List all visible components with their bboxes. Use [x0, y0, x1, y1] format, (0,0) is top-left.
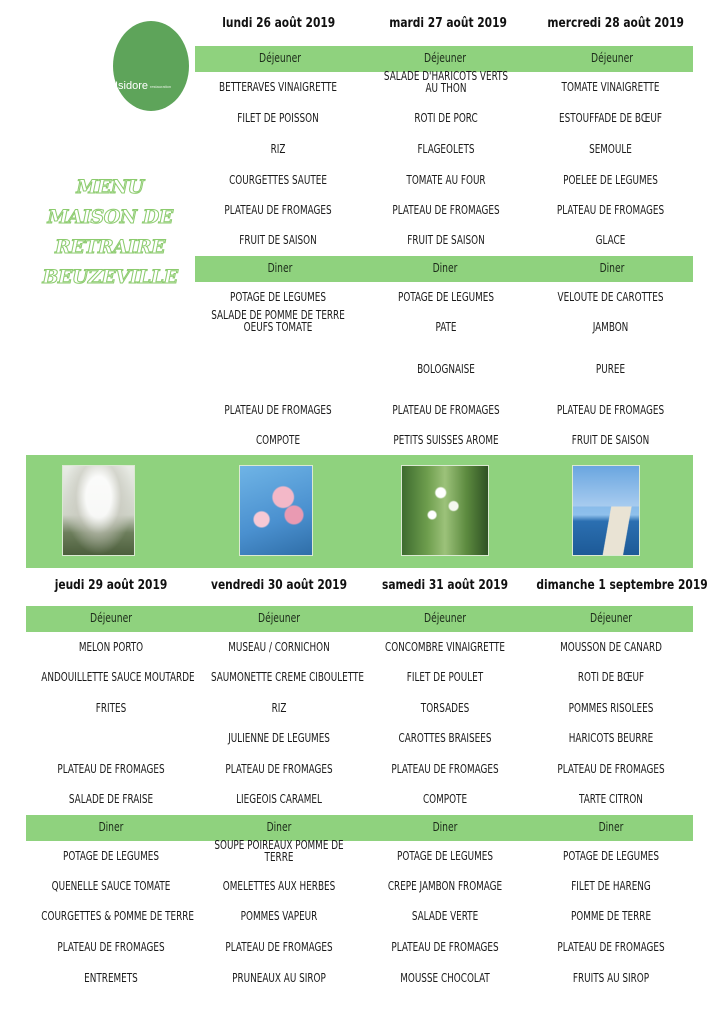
menu-item: HARICOTS BEURRE: [568, 731, 654, 745]
menu-item: QUENELLE SAUCE TOMATE: [51, 879, 171, 893]
menu-item: PATE: [435, 320, 457, 334]
meal-label: Déjeuner: [591, 51, 633, 65]
logo-name: Isidore: [115, 80, 149, 92]
title-line-2: RETRAIRE: [54, 236, 166, 258]
meal-label: Déjeuner: [258, 611, 300, 625]
menu-item: FILET DE HARENG: [571, 879, 651, 893]
menu-item: POTAGE DE LEGUMES: [397, 290, 495, 304]
menu-item: OMELETTES AUX HERBES: [222, 879, 336, 893]
day-header: dimanche 1 septembre 2019: [536, 578, 708, 593]
menu-item: POTAGE DE LEGUMES: [562, 849, 660, 863]
menu-item: PLATEAU DE FROMAGES: [392, 403, 500, 417]
menu-item: SOUPE POIREAUX POMME DE TERRE: [214, 838, 344, 864]
menu-item: PLATEAU DE FROMAGES: [224, 403, 332, 417]
menu-item: PLATEAU DE FROMAGES: [391, 940, 499, 954]
menu-item: CREPE JAMBON FROMAGE: [387, 879, 503, 893]
menu-item: TORSADES: [420, 701, 470, 715]
diner-band: [26, 815, 693, 841]
meal-label: Déjeuner: [424, 611, 466, 625]
menu-item: BOLOGNAISE: [417, 362, 475, 376]
dejeuner-band: [26, 606, 693, 632]
menu-item: ESTOUFFADE DE BŒUF: [559, 111, 662, 125]
menu-item: CONCOMBRE VINAIGRETTE: [385, 640, 505, 654]
page-title: [30, 172, 190, 292]
meal-label: Diner: [266, 820, 292, 834]
menu-item: TOMATE AU FOUR: [406, 173, 486, 187]
menu-item: PLATEAU DE FROMAGES: [225, 762, 333, 776]
day-header: samedi 31 août 2019: [381, 578, 508, 593]
menu-item: PUREE: [595, 362, 626, 376]
menu-item: VELOUTE DE CAROTTES: [557, 290, 664, 304]
menu-item: JULIENNE DE LEGUMES: [228, 731, 330, 745]
menu-item: SEMOULE: [589, 142, 632, 156]
menu-item: POTAGE DE LEGUMES: [62, 849, 160, 863]
menu-item: SALADE DE POMME DE TERRE OEUFS TOMATE: [211, 308, 345, 334]
menu-item: PLATEAU DE FROMAGES: [556, 203, 665, 217]
menu-item: POELEE DE LEGUMES: [563, 173, 658, 187]
day-header: mercredi 28 août 2019: [547, 16, 684, 31]
menu-item: POTAGE DE LEGUMES: [229, 290, 327, 304]
menu-item: PLATEAU DE FROMAGES: [556, 403, 665, 417]
logo: [113, 21, 189, 111]
menu-item: GLACE: [595, 233, 626, 247]
menu-item: MUSEAU / CORNICHON: [228, 640, 330, 654]
menu-item: ROTI DE BŒUF: [577, 670, 645, 684]
meal-label: Déjeuner: [590, 611, 632, 625]
lily-image: [401, 465, 489, 556]
logo-tagline: restauration: [150, 84, 172, 89]
menu-item: PLATEAU DE FROMAGES: [225, 940, 333, 954]
menu-item: COMPOTE: [422, 792, 468, 806]
menu-item: SAUMONETTE CREME CIBOULETTE: [210, 670, 365, 684]
meal-label: Diner: [598, 820, 624, 834]
menu-item: PLATEAU DE FROMAGES: [392, 203, 500, 217]
menu-item: CAROTTES BRAISEES: [398, 731, 492, 745]
menu-item: TARTE CITRON: [579, 792, 643, 806]
menu-item: SALADE DE FRAISE: [68, 792, 154, 806]
menu-item: FILET DE POULET: [406, 670, 484, 684]
menu-item: FRUIT DE SAISON: [571, 433, 650, 447]
menu-item: ENTREMETS: [84, 971, 138, 985]
menu-item: MOUSSE CHOCOLAT: [400, 971, 490, 985]
menu-item: RIZ: [271, 701, 287, 715]
menu-item: FLAGEOLETS: [417, 142, 475, 156]
menu-item: MOUSSON DE CANARD: [560, 640, 662, 654]
menu-item: PLATEAU DE FROMAGES: [557, 940, 665, 954]
menu-item: PLATEAU DE FROMAGES: [57, 762, 165, 776]
day-header: lundi 26 août 2019: [222, 16, 336, 31]
menu-item: POMMES RISOLEES: [568, 701, 654, 715]
tree-image: [62, 465, 135, 556]
blossom-image: [239, 465, 313, 556]
menu-item: FRUIT DE SAISON: [239, 233, 317, 247]
menu-item: PRUNEAUX AU SIROP: [232, 971, 326, 985]
menu-item: FRUITS AU SIROP: [572, 971, 650, 985]
menu-item: SALADE VERTE: [411, 909, 479, 923]
menu-item: LIEGEOIS CARAMEL: [236, 792, 322, 806]
diner-band: [195, 256, 693, 282]
menu-item: ANDOUILLETTE SAUCE MOUTARDE: [41, 670, 195, 684]
meal-label: Déjeuner: [259, 51, 301, 65]
title-line-1: MENU MAISON DE: [47, 176, 173, 228]
menu-item: COMPOTE: [255, 433, 301, 447]
menu-item: SALADE D'HARICOTS VERTS AU THON: [383, 69, 509, 95]
menu-item: POMME DE TERRE: [570, 909, 652, 923]
meal-label: Déjeuner: [90, 611, 132, 625]
meal-label: Diner: [267, 261, 293, 275]
meal-label: Déjeuner: [424, 51, 466, 65]
day-header: mardi 27 août 2019: [389, 16, 507, 31]
day-header: vendredi 30 août 2019: [210, 578, 348, 593]
meal-label: Diner: [432, 820, 458, 834]
menu-item: FRUIT DE SAISON: [407, 233, 485, 247]
menu-item: FRITES: [95, 701, 127, 715]
cliff-image: [572, 465, 640, 556]
menu-item: PLATEAU DE FROMAGES: [391, 762, 499, 776]
day-header: jeudi 29 août 2019: [54, 578, 168, 593]
menu-item: RIZ: [270, 142, 286, 156]
menu-item: ROTI DE PORC: [414, 111, 478, 125]
menu-item: BETTERAVES VINAIGRETTE: [219, 80, 337, 94]
menu-item: POMMES VAPEUR: [240, 909, 318, 923]
meal-label: Diner: [599, 261, 625, 275]
menu-item: PLATEAU DE FROMAGES: [57, 940, 165, 954]
menu-item: COURGETTES SAUTEE: [229, 173, 327, 187]
menu-item: PLATEAU DE FROMAGES: [557, 762, 665, 776]
menu-item: FILET DE POISSON: [237, 111, 319, 125]
menu-item: PETITS SUISSES AROME: [393, 433, 499, 447]
menu-item: TOMATE VINAIGRETTE: [561, 80, 660, 94]
menu-item: JAMBON: [592, 320, 629, 334]
meal-label: Diner: [98, 820, 124, 834]
menu-item: PLATEAU DE FROMAGES: [224, 203, 332, 217]
menu-item: MELON PORTO: [78, 640, 144, 654]
meal-label: Diner: [432, 261, 458, 275]
title-line-3: BEUZEVILLE: [42, 266, 178, 288]
menu-item: POTAGE DE LEGUMES: [396, 849, 494, 863]
menu-item: COURGETTES & POMME DE TERRE: [41, 909, 195, 923]
